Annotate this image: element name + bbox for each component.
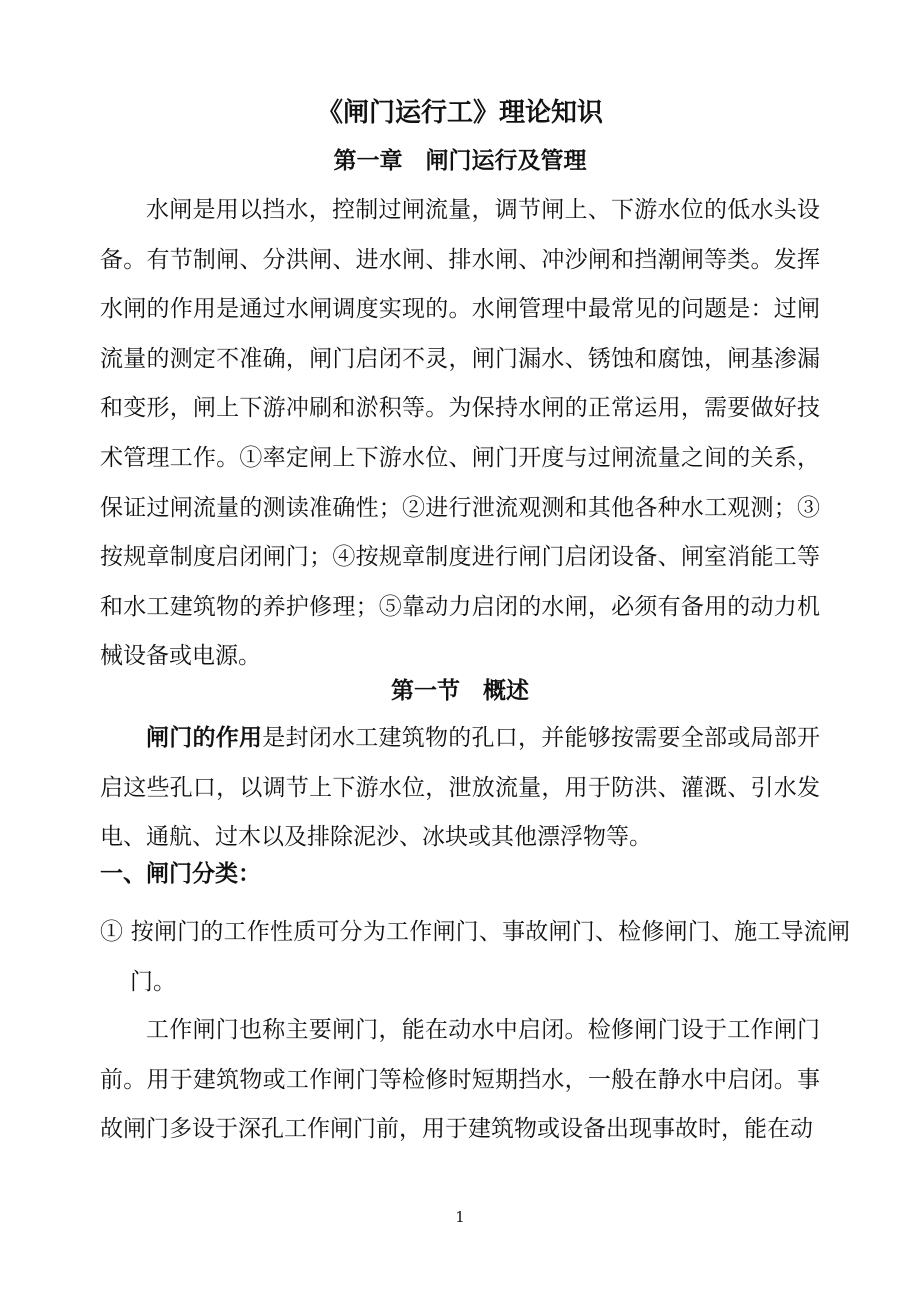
intro-paragraph: 水闸是用以挡水，控制过闸流量，调节闸上、下游水位的低水头设备。有节制闸、分洪闸、进水闸、排水闸、冲沙闸和挡潮闸等类。发挥水闸的作用是通过水闸调度实现的。水闸管理中最常见的问题是：过闸流量的测定不准确，闸门启闭不灵，闸门漏水、锈蚀和腐蚀，闸基渗漏和变形，闸上下游冲刷和淤积等。为保持水闸的正常运用，需要做好技术管理工作。①率定闸上下游水位、闸门开度与过闸流量之间的关系，保证过闸流量的测读准确性；②进行泄流观测和其他各种水工观测；③按规章制度启闭闸门；④按规章制度进行闸门启闭设备、闸室消能工等和水工建筑物的养护修理；⑤靠动力启闭的水闸，必须有备用的动力机械设备或电源。 (100, 197, 820, 670)
document-title: 《闸门运行工》理论知识 (316, 98, 603, 128)
work-gate-paragraph: 工作闸门也称主要闸门，能在动水中启闭。检修闸门设于工作闸门前。用于建筑物或工作闸门等检修时短期挡水，一般在静水中启闭。事故闸门多设于深孔工作闸门前，用于建筑物或设备出现事故时，能在动 (100, 1017, 820, 1143)
overview-text: 是封闭水工建筑物的孔口，并能够按需要全部或局部开启这些孔口，以调节上下游水位，泄放流量，用于防洪、灌溉、引水发电、通航、过木以及排除泥沙、冰块或其他漂浮物等。 (100, 725, 820, 851)
classification-heading: 一、闸门分类： (100, 860, 261, 887)
page-number: 1 (455, 1208, 465, 1226)
list-item: ① 按闸门的工作性质可分为工作闸门、事故闸门、检修闸门、施工导流闸门。 (100, 919, 850, 995)
overview-paragraph (100, 713, 820, 863)
section-title: 第一节 概述 (391, 677, 529, 704)
overview-term: 闸门的作用 (146, 724, 263, 751)
chapter-title: 第一章 闸门运行及管理 (333, 147, 587, 174)
